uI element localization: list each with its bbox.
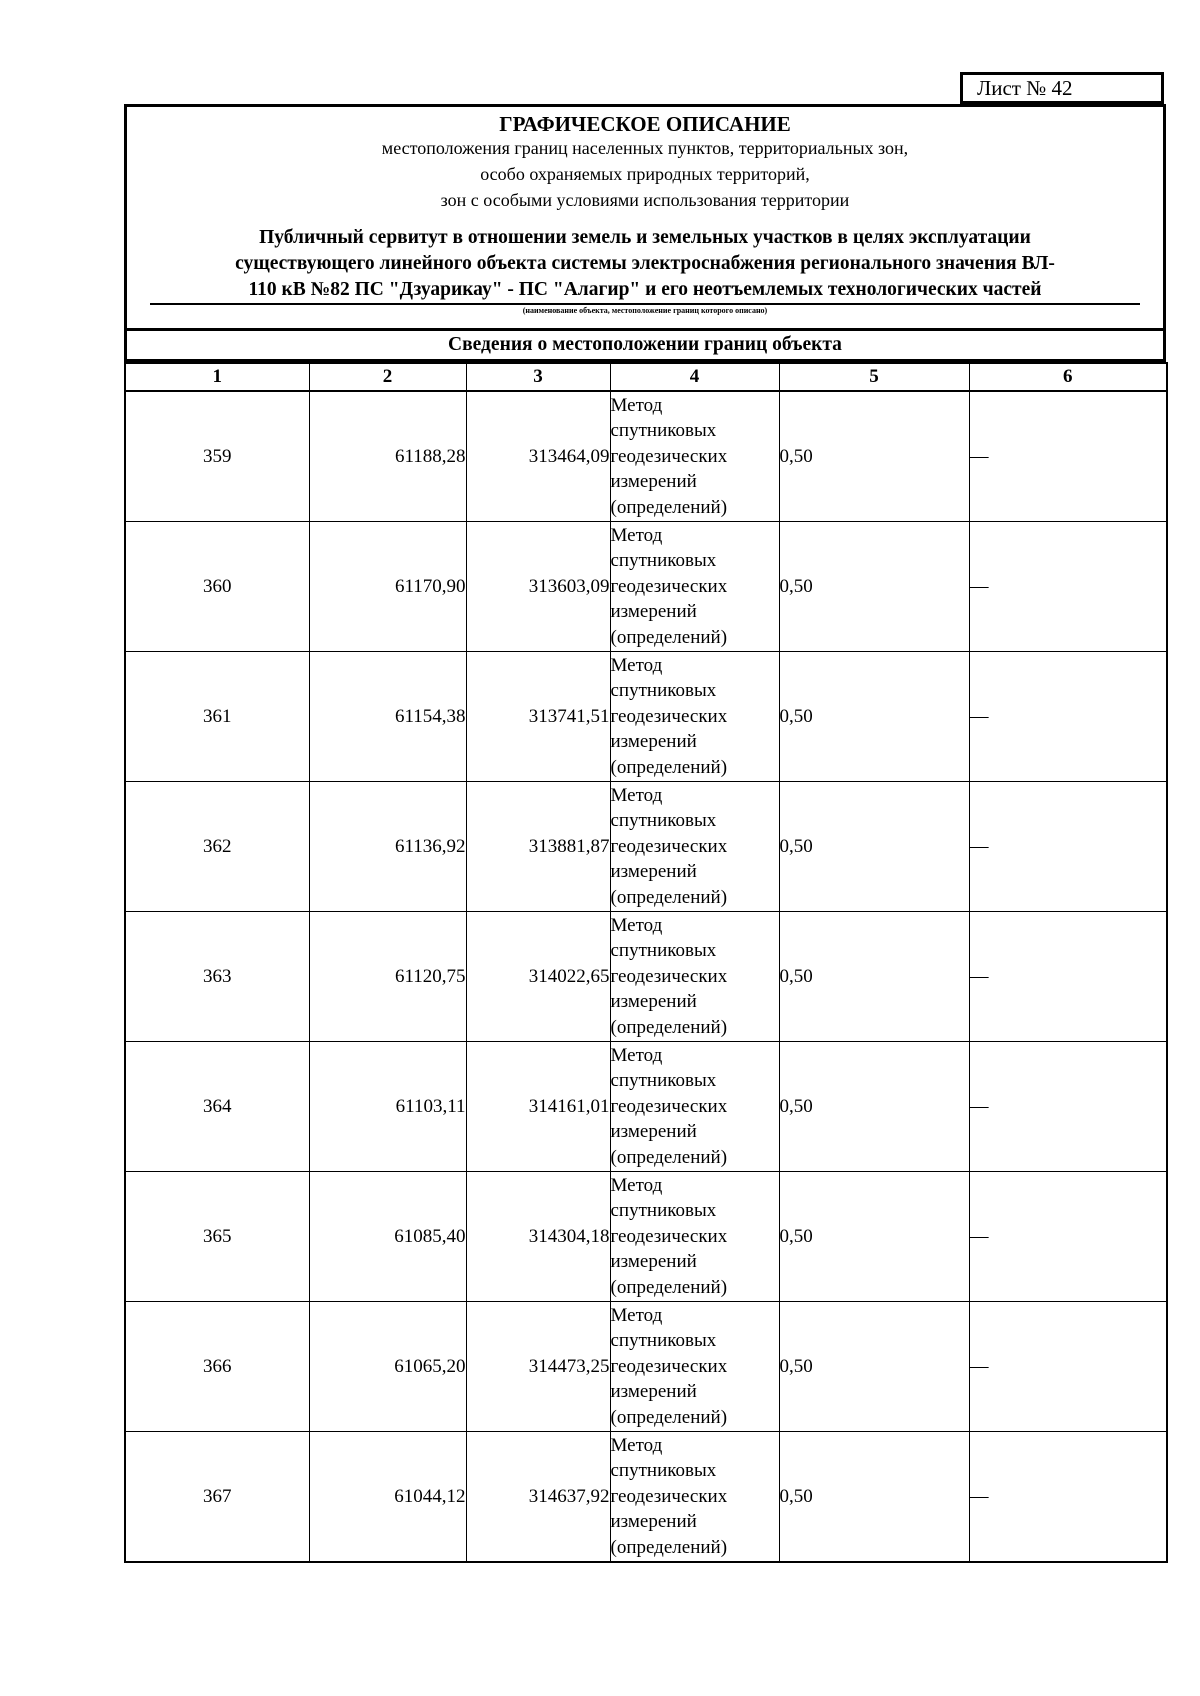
method-line: (определений): [610, 626, 728, 648]
note-cell: —: [969, 522, 1167, 652]
section-title: Сведения о местоположении границ объекта: [127, 328, 1163, 359]
method-cell: [610, 391, 779, 522]
x-coordinate-cell: 61188,28: [309, 391, 466, 522]
note-cell: —: [969, 652, 1167, 782]
method-line: спутниковых: [610, 1330, 717, 1352]
accuracy-cell: 0,50: [779, 1302, 969, 1432]
method-line: измерений: [610, 601, 697, 623]
method-cell: [610, 1172, 779, 1302]
method-line: геодезических: [610, 445, 728, 467]
method-cell: [610, 1432, 779, 1563]
y-coordinate-cell: 314637,92: [466, 1432, 610, 1563]
point-number-cell: 362: [125, 782, 309, 912]
point-number-cell: 364: [125, 1042, 309, 1172]
method-line: геодезических: [610, 965, 728, 987]
note-cell: —: [969, 782, 1167, 912]
method-line: геодезических: [610, 1485, 728, 1507]
x-coordinate-cell: 61085,40: [309, 1172, 466, 1302]
column-header: 2: [309, 363, 466, 391]
table-row: [125, 1302, 1167, 1432]
method-line: спутниковых: [610, 680, 717, 702]
document-title: ГРАФИЧЕСКОЕ ОПИСАНИЕ: [499, 112, 791, 136]
point-number-cell: 361: [125, 652, 309, 782]
method-line: геодезических: [610, 1355, 728, 1377]
method-line: Метод: [610, 784, 663, 806]
column-header: 5: [779, 363, 969, 391]
accuracy-cell: 0,50: [779, 1172, 969, 1302]
object-name-line: существующего линейного объекта системы электроснабжения регионального значения ВЛ-: [235, 253, 1055, 274]
column-header: 4: [610, 363, 779, 391]
point-number-cell: 367: [125, 1432, 309, 1563]
method-line: Метод: [610, 524, 663, 546]
method-line: измерений: [610, 1251, 697, 1273]
method-cell: [610, 782, 779, 912]
y-coordinate-cell: 313603,09: [466, 522, 610, 652]
method-cell: [610, 912, 779, 1042]
point-number-cell: 359: [125, 391, 309, 522]
method-line: спутниковых: [610, 1200, 717, 1222]
x-coordinate-cell: 61044,12: [309, 1432, 466, 1563]
method-line: спутниковых: [610, 550, 717, 572]
table-row: [125, 912, 1167, 1042]
coordinates-table: [124, 362, 1168, 1563]
column-header: 6: [969, 363, 1167, 391]
method-line: измерений: [610, 471, 697, 493]
note-cell: —: [969, 1172, 1167, 1302]
table-row: [125, 391, 1167, 522]
method-line: (определений): [610, 756, 728, 778]
method-line: спутниковых: [610, 810, 717, 832]
column-header: 3: [466, 363, 610, 391]
accuracy-cell: 0,50: [779, 522, 969, 652]
note-cell: —: [969, 1302, 1167, 1432]
object-name-line: 110 кВ №82 ПС "Дзуарикау" - ПС "Алагир" и его неотъемлемых технологических частей: [248, 279, 1042, 300]
note-cell: —: [969, 912, 1167, 1042]
method-cell: [610, 1042, 779, 1172]
method-line: измерений: [610, 1121, 697, 1143]
method-line: спутниковых: [610, 1070, 717, 1092]
method-line: Метод: [610, 914, 663, 936]
accuracy-cell: 0,50: [779, 1432, 969, 1563]
point-number-cell: 363: [125, 912, 309, 1042]
x-coordinate-cell: 61120,75: [309, 912, 466, 1042]
y-coordinate-cell: 314473,25: [466, 1302, 610, 1432]
method-line: измерений: [610, 991, 697, 1013]
table-row: [125, 522, 1167, 652]
accuracy-cell: 0,50: [779, 782, 969, 912]
method-cell: [610, 652, 779, 782]
subtitle-line: особо охраняемых природных территорий,: [480, 164, 810, 184]
x-coordinate-cell: 61136,92: [309, 782, 466, 912]
x-coordinate-cell: 61065,20: [309, 1302, 466, 1432]
document-subtitle: [127, 135, 1163, 213]
subtitle-line: местоположения границ населенных пунктов, территориальных зон,: [381, 138, 909, 158]
method-cell: [610, 1302, 779, 1432]
x-coordinate-cell: 61154,38: [309, 652, 466, 782]
method-line: геодезических: [610, 705, 728, 727]
note-cell: —: [969, 1042, 1167, 1172]
point-number-cell: 360: [125, 522, 309, 652]
accuracy-cell: 0,50: [779, 652, 969, 782]
method-line: Метод: [610, 1434, 663, 1456]
accuracy-cell: 0,50: [779, 912, 969, 1042]
column-header: 1: [125, 363, 309, 391]
method-line: спутниковых: [610, 420, 717, 442]
note-cell: —: [969, 391, 1167, 522]
method-line: (определений): [610, 1016, 728, 1038]
method-line: геодезических: [610, 575, 728, 597]
method-cell: [610, 522, 779, 652]
method-line: измерений: [610, 861, 697, 883]
object-name-underline: [150, 303, 1140, 305]
object-name-caption: (наименование объекта, местоположение границ которого описано): [522, 306, 768, 315]
accuracy-cell: 0,50: [779, 1042, 969, 1172]
note-cell: —: [969, 1432, 1167, 1563]
method-line: (определений): [610, 1276, 728, 1298]
y-coordinate-cell: 314022,65: [466, 912, 610, 1042]
y-coordinate-cell: 313464,09: [466, 391, 610, 522]
method-line: спутниковых: [610, 1460, 717, 1482]
point-number-cell: 365: [125, 1172, 309, 1302]
method-line: геодезических: [610, 1225, 728, 1247]
subtitle-line: зон с особыми условиями использования территории: [440, 190, 850, 210]
table-body: [125, 391, 1167, 1562]
method-line: измерений: [610, 1511, 697, 1533]
object-name: [127, 225, 1163, 303]
table-row: [125, 782, 1167, 912]
x-coordinate-cell: 61170,90: [309, 522, 466, 652]
sheet-number: Лист № 42: [960, 72, 1164, 104]
table-row: [125, 652, 1167, 782]
x-coordinate-cell: 61103,11: [309, 1042, 466, 1172]
point-number-cell: 366: [125, 1302, 309, 1432]
table-row: [125, 1432, 1167, 1563]
method-line: Метод: [610, 394, 663, 416]
method-line: геодезических: [610, 835, 728, 857]
method-line: (определений): [610, 886, 728, 908]
table-row: [125, 1042, 1167, 1172]
y-coordinate-cell: 314161,01: [466, 1042, 610, 1172]
y-coordinate-cell: 313741,51: [466, 652, 610, 782]
method-line: Метод: [610, 1174, 663, 1196]
method-line: геодезических: [610, 1095, 728, 1117]
method-line: (определений): [610, 1536, 728, 1558]
method-line: измерений: [610, 1381, 697, 1403]
method-line: измерений: [610, 731, 697, 753]
table-row: [125, 1172, 1167, 1302]
method-line: (определений): [610, 1406, 728, 1428]
y-coordinate-cell: 313881,87: [466, 782, 610, 912]
table-header-row: [125, 363, 1167, 391]
object-name-line: Публичный сервитут в отношении земель и земельных участков в целях эксплуатации: [259, 227, 1031, 248]
method-line: Метод: [610, 654, 663, 676]
y-coordinate-cell: 314304,18: [466, 1172, 610, 1302]
method-line: Метод: [610, 1304, 663, 1326]
method-line: (определений): [610, 1146, 728, 1168]
method-line: (определений): [610, 496, 728, 518]
method-line: Метод: [610, 1044, 663, 1066]
document-header: [124, 104, 1166, 362]
method-line: спутниковых: [610, 940, 717, 962]
accuracy-cell: 0,50: [779, 391, 969, 522]
